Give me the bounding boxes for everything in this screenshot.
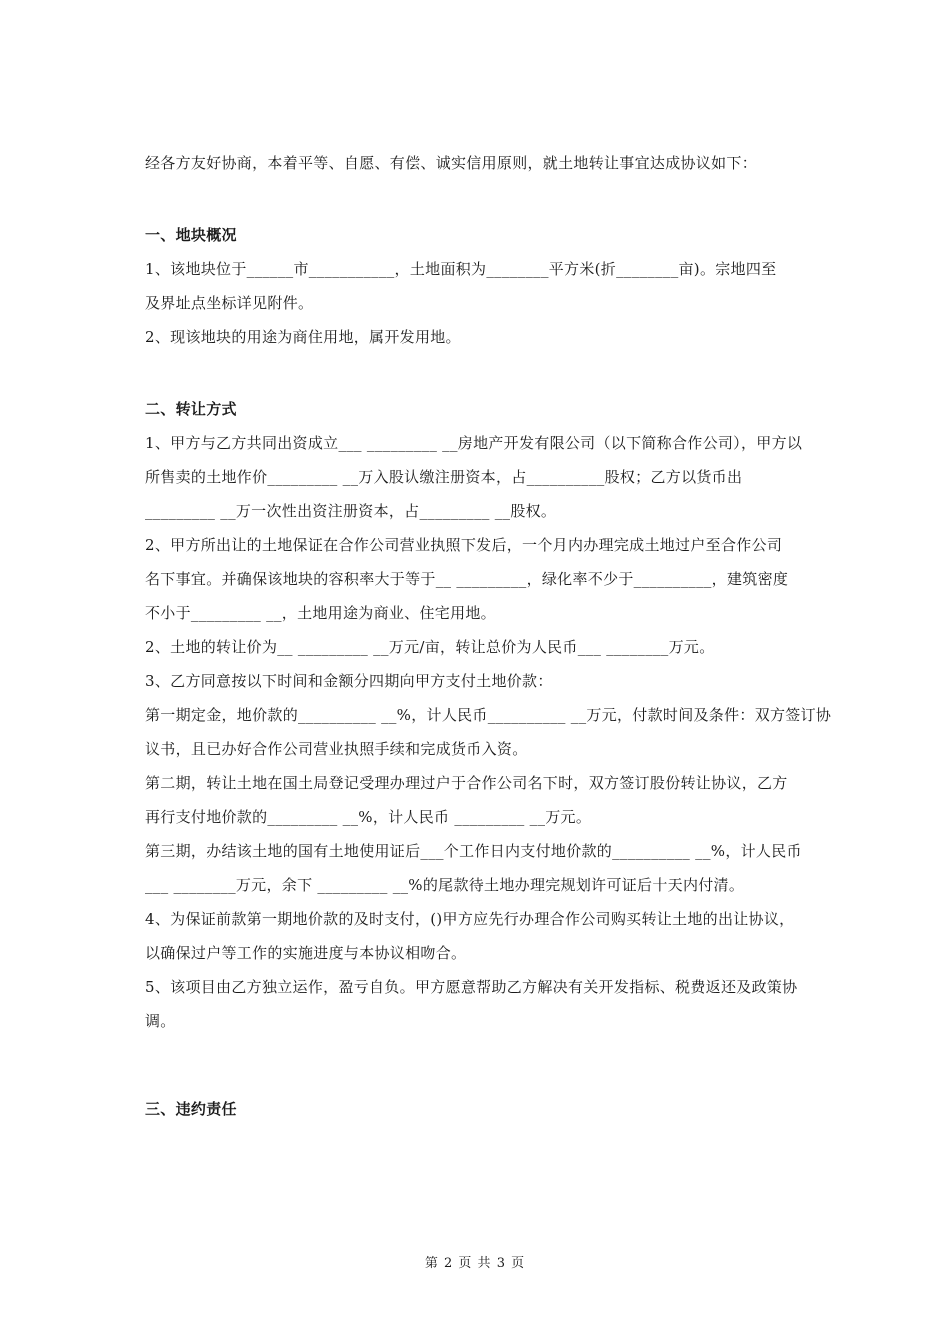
- page-footer: 第 2 页 共 3 页: [424, 1256, 526, 1271]
- paragraph-line: 调。: [145, 1012, 176, 1030]
- paragraph-line: 及界址点坐标详见附件。: [145, 294, 314, 312]
- paragraph-line: 5、该项目由乙方独立运作，盈亏自负。甲方愿意帮助乙方解决有关开发指标、税费返还及政策协: [145, 978, 798, 996]
- paragraph-line: 名下事宜。并确保该地块的容积率大于等于__ _________，绿化率不少于__________，建筑密度: [145, 570, 789, 588]
- paragraph-line: 4、为保证前款第一期地价款的及时支付，()甲方应先行办理合作公司购买转让土地的出让协议，: [145, 910, 795, 928]
- section-heading-3: 三、违约责任: [145, 1100, 237, 1118]
- paragraph-line: 第三期，办结该土地的国有土地使用证后___个工作日内支付地价款的__________ __%，计人民币: [145, 842, 802, 860]
- section-heading-1: 一、地块概况: [145, 226, 237, 244]
- paragraph-line: 2、现该地块的用途为商住用地，属开发用地。: [145, 328, 461, 346]
- paragraph-line: 1、该地块位于______市___________，土地面积为________平方米(折________亩)。宗地四至: [145, 260, 777, 278]
- paragraph-line: 第一期定金，地价款的__________ __%，计人民币__________ __万元，付款时间及条件：双方签订协: [145, 706, 832, 724]
- paragraph-line: 第二期，转让土地在国土局登记受理办理过户于合作公司名下时，双方签订股份转让协议，乙方: [145, 774, 788, 792]
- section-heading-2: 二、转让方式: [145, 400, 237, 418]
- spacer: [145, 354, 810, 392]
- paragraph-line: 2、甲方所出让的土地保证在合作公司营业执照下发后，一个月内办理完成土地过户至合作公司: [145, 536, 783, 554]
- intro-paragraph: 经各方友好协商，本着平等、自愿、有偿、诚实信用原则，就土地转让事宜达成协议如下：: [145, 154, 758, 172]
- paragraph-line: 以确保过户等工作的实施进度与本协议相吻合。: [145, 944, 467, 962]
- paragraph-line: 议书，且已办好合作公司营业执照手续和完成货币入资。: [145, 740, 528, 758]
- paragraph-line: 再行支付地价款的_________ __%，计人民币 _________ __万元。: [145, 808, 592, 826]
- spacer: [145, 1038, 810, 1092]
- paragraph-line: ___ ________万元，余下 _________ __%的尾款待土地办理完规划许可证后十天内付清。: [145, 876, 745, 894]
- document-body: [145, 146, 832, 1126]
- paragraph-line: 不小于_________ __，土地用途为商业、住宅用地。: [145, 604, 496, 622]
- paragraph-line: 3、乙方同意按以下时间和金额分四期向甲方支付土地价款：: [145, 672, 553, 690]
- paragraph-line: 1、甲方与乙方共同出资成立___ _________ __房地产开发有限公司（以下简称合作公司），甲方以: [145, 434, 803, 452]
- paragraph-line: _________ __万一次性出资注册资本，占_________ __股权。: [145, 502, 557, 520]
- paragraph-line: 所售卖的土地作价_________ __万入股认缴注册资本，占__________股权；乙方以货币出: [145, 468, 743, 486]
- paragraph-line: 2、土地的转让价为__ _________ __万元/亩，转让总价为人民币___ ________万元。: [145, 638, 715, 656]
